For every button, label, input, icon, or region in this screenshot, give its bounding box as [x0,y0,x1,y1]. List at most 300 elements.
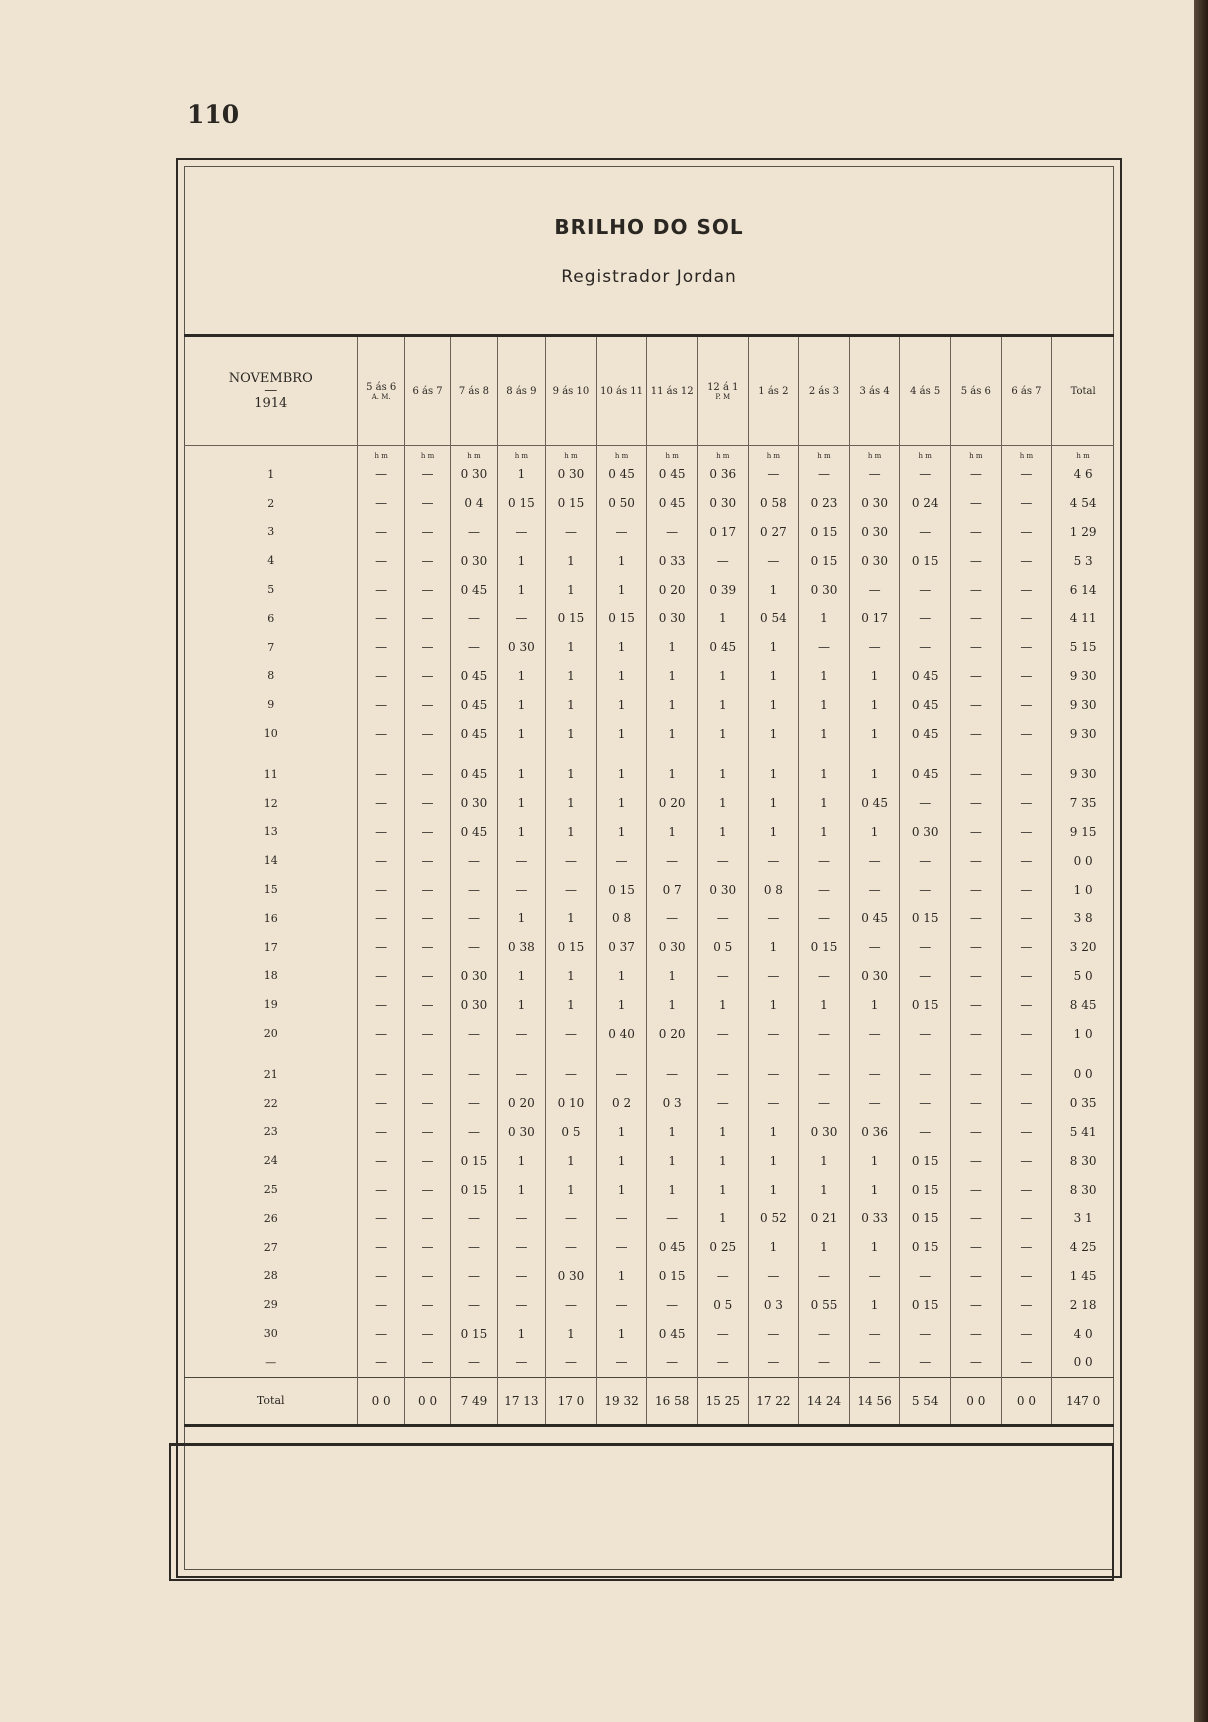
hour-cell: 1 [546,1175,597,1204]
spacer-cell [184,1048,358,1060]
spacer-cell [404,1048,450,1060]
spacer-cell [497,748,546,760]
hour-cell: 1 [497,460,546,489]
hour-cell: — [404,1348,450,1377]
hour-cell: 0 5 [697,933,748,962]
hour-column-header: 8 ás 9 [497,336,546,446]
hour-cell: 1 [849,1175,900,1204]
hour-cell: 0 15 [451,1175,497,1204]
totals-row [184,1377,1114,1425]
totals-cell: 0 0 [1001,1377,1052,1425]
hour-cell: 1 [799,1146,850,1175]
hour-cell: — [799,846,850,875]
hour-cell: — [849,875,900,904]
hour-cell: 1 [497,546,546,575]
hour-cell: 0 45 [596,460,647,489]
hour-cell: 0 20 [647,1019,698,1048]
hour-cell: 0 30 [451,990,497,1019]
hour-cell: — [596,1348,647,1377]
table-row [184,962,1114,991]
hour-column-header: 11 ás 12 [647,336,698,446]
hour-cell: — [358,933,404,962]
hour-cell: 1 [748,789,799,818]
spacer-cell [1052,1048,1114,1060]
hour-cell: — [647,518,698,547]
hour-cell: 1 [697,1118,748,1147]
row-total-cell: 0 0 [1052,846,1114,875]
hour-cell: 1 [849,818,900,847]
hour-cell: 1 [748,760,799,789]
hour-cell: — [358,460,404,489]
hour-cell: 1 [596,1118,647,1147]
hour-cell: — [748,962,799,991]
hour-cell: 1 [748,1175,799,1204]
hour-cell: 0 45 [451,575,497,604]
hour-cell: 0 33 [647,546,698,575]
hour-cell: 1 [497,1175,546,1204]
hour-cell: — [1001,1019,1052,1048]
hour-cell: 1 [497,575,546,604]
hour-cell: — [849,1262,900,1291]
hour-cell: 0 15 [647,1262,698,1291]
hour-cell: — [951,1089,1002,1118]
hour-cell: — [1001,690,1052,719]
row-total-cell: 2 18 [1052,1290,1114,1319]
hour-cell: — [951,789,1002,818]
hour-cell: — [451,518,497,547]
hour-column-header: 1 ás 2 [748,336,799,446]
hour-cell: 1 [799,1175,850,1204]
hour-cell: — [451,1204,497,1233]
hour-cell: 0 7 [647,875,698,904]
hour-cell: — [358,1146,404,1175]
hour-column-header: 5 ás 6 [951,336,1002,446]
totals-cell: 0 0 [404,1377,450,1425]
hour-cell: 1 [596,1319,647,1348]
hour-cell: — [451,1089,497,1118]
hour-cell: — [497,1348,546,1377]
hour-cell: — [951,933,1002,962]
row-total-cell: 0 35 [1052,1089,1114,1118]
hour-cell: 1 [596,633,647,662]
hour-cell: 1 [497,904,546,933]
spacer-cell [697,748,748,760]
totals-cell: 14 24 [799,1377,850,1425]
day-cell: 11 [263,767,278,781]
spacer-cell [596,748,647,760]
hour-cell: — [404,1319,450,1348]
hour-cell: 0 5 [546,1118,597,1147]
hour-cell: — [358,760,404,789]
hour-cell: 1 [497,818,546,847]
hour-cell: 1 [799,990,850,1019]
hour-cell: — [1001,1089,1052,1118]
table-row [184,1118,1114,1147]
hour-cell: 0 25 [697,1233,748,1262]
hour-cell: — [546,1019,597,1048]
hour-cell: 0 30 [697,875,748,904]
spacer-cell [404,748,450,760]
hour-cell: 1 [546,575,597,604]
hour-cell: — [596,1204,647,1233]
hour-cell: — [358,546,404,575]
row-total-cell: 9 15 [1052,818,1114,847]
day-cell: 5 [267,583,275,597]
row-total-cell: 9 30 [1052,760,1114,789]
hour-cell: — [546,1348,597,1377]
hour-cell: 0 45 [647,1233,698,1262]
units-cell: h m [697,446,748,461]
hour-cell: 0 30 [849,518,900,547]
hour-cell: — [358,1204,404,1233]
table-row [184,1146,1114,1175]
hour-cell: — [404,846,450,875]
hour-cell: 1 [849,662,900,691]
month-header [184,336,358,446]
total-column-header: Total [1052,336,1114,446]
hour-cell: — [1001,933,1052,962]
hour-cell: 1 [799,662,850,691]
hour-cell: 0 45 [647,489,698,518]
hour-cell: — [799,1060,850,1089]
hour-cell: — [951,633,1002,662]
hour-cell: 1 [647,818,698,847]
hour-cell: 1 [497,760,546,789]
hour-cell: 1 [799,789,850,818]
hour-cell: — [748,1348,799,1377]
table-row [184,875,1114,904]
hour-cell: — [799,875,850,904]
day-cell: 3 [267,525,275,539]
totals-cell: 17 0 [546,1377,597,1425]
hour-cell: — [748,904,799,933]
hour-cell: 0 30 [451,460,497,489]
hour-cell: 1 [596,690,647,719]
spacer-cell [849,748,900,760]
hour-cell: 1 [497,662,546,691]
hour-cell: — [1001,1262,1052,1291]
units-cell: h m [748,446,799,461]
row-total-cell: 5 15 [1052,633,1114,662]
row-total-cell: 5 0 [1052,962,1114,991]
units-cell: h m [849,446,900,461]
hour-cell: — [951,990,1002,1019]
day-cell: 16 [263,911,278,925]
hour-cell: — [451,875,497,904]
hour-cell: 0 45 [647,460,698,489]
table-body [184,446,1114,1378]
hour-cell: 1 [748,690,799,719]
hour-cell: — [404,1233,450,1262]
hour-cell: — [951,690,1002,719]
units-cell: h m [546,446,597,461]
hour-cell: — [951,604,1002,633]
hour-cell: — [451,1019,497,1048]
units-cell: h m [951,446,1002,461]
hour-cell: 0 15 [900,1146,951,1175]
table-row [184,1233,1114,1262]
hour-cell: — [358,1175,404,1204]
row-total-cell: 3 1 [1052,1204,1114,1233]
hour-cell: 0 3 [748,1290,799,1319]
hour-cell: 1 [596,789,647,818]
hour-cell: — [358,789,404,818]
hour-cell: — [697,546,748,575]
page-subtitle: Registrador Jordan [561,267,737,287]
hour-cell: 1 [849,760,900,789]
totals-cell: 17 13 [497,1377,546,1425]
hour-cell: 0 15 [546,604,597,633]
hour-cell: — [647,1204,698,1233]
hour-cell: — [1001,1175,1052,1204]
hour-cell: — [404,719,450,748]
day-cell: 8 [267,669,275,683]
hour-cell: — [951,818,1002,847]
hour-cell: 1 [697,1204,748,1233]
pm-label: P. M [715,392,731,401]
hour-cell: — [358,518,404,547]
hour-cell: — [697,1060,748,1089]
hour-cell: — [358,489,404,518]
hour-cell: — [451,1233,497,1262]
hour-column-header: 7 ás 8 [451,336,497,446]
hour-cell: 1 [697,789,748,818]
hour-cell: 0 15 [546,933,597,962]
hour-cell: 0 17 [697,518,748,547]
hour-cell: — [748,460,799,489]
hour-cell: 1 [748,1233,799,1262]
hour-cell: 1 [697,690,748,719]
hour-cell: 0 55 [799,1290,850,1319]
hour-cell: — [497,1290,546,1319]
hour-cell: 1 [849,1233,900,1262]
spacer-cell [1001,1048,1052,1060]
hour-column-header: 3 ás 4 [849,336,900,446]
hour-cell: 1 [748,990,799,1019]
hour-cell: 1 [546,990,597,1019]
hour-column-header: 5 ás 6 A. M. [358,336,404,446]
hour-cell: — [849,933,900,962]
hour-cell: 0 30 [849,962,900,991]
hour-cell: — [951,489,1002,518]
row-total-cell: 1 0 [1052,875,1114,904]
totals-cell: 0 0 [951,1377,1002,1425]
am-label: A. M. [371,392,391,401]
hour-cell: 1 [697,818,748,847]
totals-cell: 7 49 [451,1377,497,1425]
hour-cell: — [697,904,748,933]
units-row [184,446,1114,461]
row-total-cell: 9 30 [1052,690,1114,719]
table-row [184,518,1114,547]
hour-cell: 1 [546,1319,597,1348]
hour-cell: — [1001,904,1052,933]
hour-cell: 0 30 [497,1118,546,1147]
hour-cell: — [697,1262,748,1291]
hour-cell: — [404,460,450,489]
table-row [184,990,1114,1019]
hour-cell: — [849,1060,900,1089]
hour-cell: 0 20 [497,1089,546,1118]
row-total-cell: 3 20 [1052,933,1114,962]
hour-cell: — [358,962,404,991]
hour-cell: — [951,904,1002,933]
hour-cell: — [1001,1060,1052,1089]
hour-cell: — [900,633,951,662]
hour-cell: — [451,933,497,962]
year-label: 1914 [254,396,288,411]
hour-cell: — [358,1233,404,1262]
hour-cell: 1 [748,719,799,748]
book-spine [1194,0,1208,1722]
units-cell: h m [799,446,850,461]
hour-cell: — [451,1348,497,1377]
hour-cell: — [596,518,647,547]
hour-cell: — [799,1019,850,1048]
hour-cell: 0 15 [546,489,597,518]
hour-cell: — [900,846,951,875]
row-total-cell: 1 0 [1052,1019,1114,1048]
hour-cell: — [900,789,951,818]
day-cell: 6 [267,611,275,625]
units-cell: h m [647,446,698,461]
hour-cell: 1 [849,1290,900,1319]
hour-cell: 1 [647,662,698,691]
hour-cell: — [404,1262,450,1291]
hour-cell: — [451,904,497,933]
hour-cell: — [497,875,546,904]
hour-cell: 1 [596,719,647,748]
hour-cell: 1 [596,546,647,575]
hour-cell: — [1001,604,1052,633]
table-row [184,1290,1114,1319]
hour-cell: — [358,818,404,847]
totals-cell: 17 22 [748,1377,799,1425]
hour-cell: 0 15 [900,1233,951,1262]
hour-cell: — [1001,662,1052,691]
hour-cell: 1 [546,789,597,818]
hour-cell: — [404,1089,450,1118]
hour-cell: 1 [849,1146,900,1175]
hour-cell: 0 45 [647,1319,698,1348]
hour-cell: — [358,690,404,719]
row-total-cell: 9 30 [1052,719,1114,748]
hour-cell: 1 [799,690,850,719]
hour-cell: — [404,1019,450,1048]
hour-cell: — [951,962,1002,991]
hour-cell: 1 [596,962,647,991]
spacer-cell [900,1048,951,1060]
hour-cell: — [546,1233,597,1262]
hour-cell: — [358,1060,404,1089]
hour-cell: — [799,1348,850,1377]
row-spacer [184,748,1114,760]
hour-cell: 0 15 [799,546,850,575]
hour-cell: 0 15 [451,1146,497,1175]
row-total-cell: 4 25 [1052,1233,1114,1262]
hour-cell: 1 [647,962,698,991]
hour-cell: — [404,1118,450,1147]
hour-cell: — [546,846,597,875]
hour-cell: 0 2 [596,1089,647,1118]
totals-cell: 15 25 [697,1377,748,1425]
spacer-cell [647,1048,698,1060]
hour-cell: 1 [697,604,748,633]
hour-cell: 1 [647,633,698,662]
spacer-cell [358,1048,404,1060]
hour-cell: — [647,1348,698,1377]
hour-cell: — [951,1146,1002,1175]
day-cell: 27 [263,1240,278,1254]
hour-cell: 1 [546,1146,597,1175]
day-cell: 4 [267,554,275,568]
hour-cell: — [799,460,850,489]
hour-cell: — [404,518,450,547]
hour-cell: — [1001,1233,1052,1262]
hour-cell: 0 10 [546,1089,597,1118]
hour-cell: 0 30 [497,633,546,662]
spacer-cell [451,748,497,760]
hour-cell: — [849,846,900,875]
hour-cell: — [404,760,450,789]
totals-cell: 19 32 [596,1377,647,1425]
hour-cell: — [951,1319,1002,1348]
hour-cell: 1 [546,546,597,575]
hour-cell: 1 [647,990,698,1019]
day-cell: 24 [263,1154,278,1168]
day-cell: 7 [267,640,275,654]
hour-cell: — [497,1019,546,1048]
hour-cell: — [358,1290,404,1319]
day-cell: 25 [263,1183,278,1197]
hour-cell: — [497,1204,546,1233]
hour-cell: 1 [596,662,647,691]
hour-cell: — [358,1319,404,1348]
hour-cell: — [951,575,1002,604]
spacer-cell [1001,748,1052,760]
spacer-cell [596,1048,647,1060]
hour-cell: — [951,1204,1002,1233]
hour-cell: — [497,846,546,875]
hour-cell: — [951,1175,1002,1204]
hour-cell: — [748,846,799,875]
hour-cell: 1 [697,1146,748,1175]
spacer-cell [497,1048,546,1060]
hour-cell: — [697,1319,748,1348]
hour-cell: 0 15 [451,1319,497,1348]
day-cell: 15 [263,883,278,897]
totals-cell: 5 54 [900,1377,951,1425]
hour-cell: 0 30 [697,489,748,518]
hour-column-header: 6 ás 7 [1001,336,1052,446]
hour-cell: 0 52 [748,1204,799,1233]
hour-cell: — [1001,518,1052,547]
hour-cell: — [849,633,900,662]
hour-column-header: 2 ás 3 [799,336,850,446]
table-row [184,489,1114,518]
row-total-cell: 8 30 [1052,1175,1114,1204]
totals-label: Total [184,1377,358,1425]
row-total-cell: 4 11 [1052,604,1114,633]
table-row [184,719,1114,748]
day-cell: 28 [263,1269,278,1283]
table-row [184,904,1114,933]
hour-cell: 1 [799,604,850,633]
hour-cell: — [358,1019,404,1048]
grand-total: 147 0 [1052,1377,1114,1425]
hour-cell: — [1001,789,1052,818]
hour-cell: — [951,719,1002,748]
